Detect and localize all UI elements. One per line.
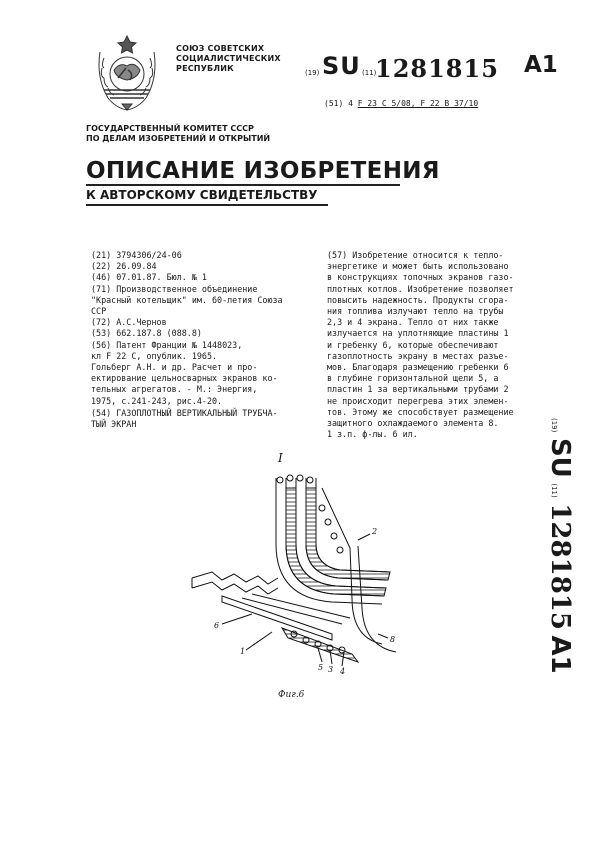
country-code-prefix: (19) — [305, 69, 320, 77]
biblio-line: "Красный котельщик" им. 60-летия Союза — [91, 294, 283, 305]
abstract-line: защитного охлаждаемого элемента 8. — [327, 418, 499, 429]
biblio-line: тельных агрегатов. - М.: Энергия, — [91, 384, 258, 395]
abstract-line: мов. Благодаря размещению гребенки 6 — [327, 362, 509, 373]
callout-5: 5 — [318, 663, 324, 672]
biblio-line: Гольберг А.Н. и др. Расчет и про- — [91, 362, 258, 373]
invention-title: (54) ГАЗОПЛОТНЫЙ ВЕРТИКАЛЬНЫЙ ТРУБЧА- ТЫЙ ЭКРАН — [91, 408, 278, 430]
ipc-classification: (51) 4 F 23 C 5/08, F 22 B 37/10 — [324, 99, 479, 108]
biblio-line: кл F 22 C, опублик. 1965. — [91, 350, 218, 361]
biblio-line: ектирование цельносварных экранов ко- — [91, 373, 278, 384]
document-title: ОПИСАНИЕ ИЗОБРЕТЕНИЯ — [86, 158, 440, 184]
figure-caption: Фиг.6 — [278, 690, 305, 700]
abstract-line: плотных котлов. Изобретение позволяет — [327, 283, 514, 294]
abstract-line: (57) Изобретение относится к тепло- — [327, 250, 504, 260]
abstract-line: пластин 1 за вертикальными трубами 2 — [327, 384, 509, 395]
side-patent-number: (19) SU (11) 1281815 A1 — [545, 418, 575, 674]
callout-8: 8 — [390, 635, 396, 644]
biblio-line: (22) 26.09.84 — [91, 261, 157, 272]
committee-name: ГОСУДАРСТВЕННЫЙ КОМИТЕТ СССР ПО ДЕЛАМ ИЗОБРЕТЕНИЙ И ОТКРЫТИЙ — [86, 124, 271, 143]
abstract — [327, 250, 553, 440]
abstract-line: в глубине горизонтальной щели 5, а — [327, 373, 499, 384]
abstract-line: и гребенку 6, которые обеспечивают — [327, 339, 499, 350]
figure-view-label: I — [278, 451, 283, 465]
document-subtitle: К АВТОРСКОМУ СВИДЕТЕЛЬСТВУ — [86, 188, 318, 202]
ussr-emblem-icon — [92, 30, 162, 114]
abstract-line: газоплотность экрану в местах разъе- — [327, 350, 509, 361]
biblio-line: (21) 3794306/24-06 — [91, 250, 182, 260]
abstract-line: энергетике и может быть использовано — [327, 261, 509, 272]
abstract-line: излучается на уплотняющие пластины 1 — [327, 328, 509, 339]
technical-drawing — [182, 448, 412, 692]
biblio-line: (46) 07.01.87. Бюл. № 1 — [91, 272, 207, 283]
bibliographic-data — [91, 250, 309, 407]
callout-2: 2 — [372, 527, 378, 536]
abstract-line: ния топлива излучают тепло на трубы — [327, 306, 504, 317]
biblio-line: (56) Патент Франции № 1448023, — [91, 339, 243, 350]
abstract-line: повысить надежность. Продукты сгора- — [327, 294, 509, 305]
biblio-line: 1975, с.241-243, рис.4-20. — [91, 395, 223, 406]
biblio-line: (72) А.С.Чернов — [91, 317, 167, 328]
abstract-line: тов. Этому же способствует размещение — [327, 406, 514, 417]
callout-1: 1 — [240, 647, 246, 656]
subtitle-rule — [86, 204, 328, 206]
callout-3: 3 — [328, 665, 334, 674]
document-kind: A1 — [524, 52, 558, 78]
state-name: СОЮЗ СОВЕТСКИХ СОЦИАЛИСТИЧЕСКИХ РЕСПУБЛИК — [176, 44, 281, 73]
abstract-line: 1 з.п. ф-лы. 6 ил. — [327, 429, 418, 440]
abstract-line: 2,3 и 4 экрана. Тепло от них также — [327, 317, 499, 328]
number-prefix: (11) — [362, 69, 377, 77]
patent-number: 1281815 — [375, 54, 499, 83]
biblio-line: ССР — [91, 306, 107, 317]
abstract-line: не происходит перегрева этих элемен- — [327, 395, 509, 406]
callout-6: 6 — [214, 621, 220, 630]
abstract-line: в конструкциях топочных экранов газо- — [327, 272, 514, 283]
biblio-line: (53) 662.187.8 (088.8) — [91, 328, 202, 339]
country-code: SU — [322, 52, 361, 80]
callout-4: 4 — [340, 667, 346, 676]
biblio-line: (71) Производственное объединение — [91, 283, 258, 294]
title-rule — [86, 184, 400, 186]
